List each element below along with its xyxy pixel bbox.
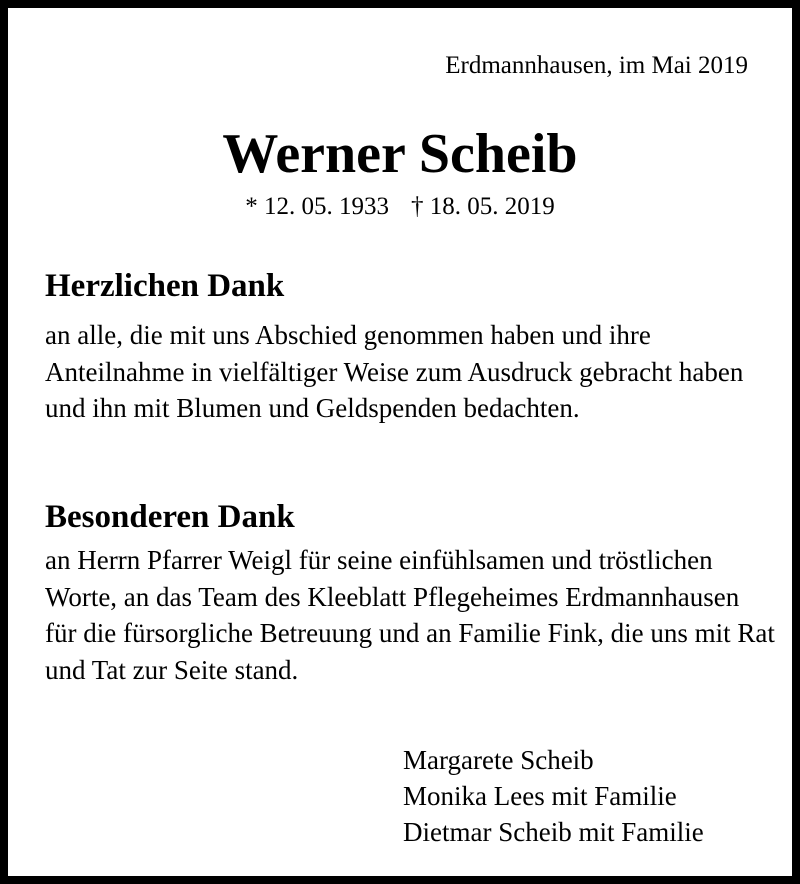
section-text-thanks: an alle, die mit uns Abschied genommen haben und ihre Anteilnahme in vielfältiger Weise zum Ausdruck gebracht haben und ihn mit Blumen und Geldspenden bedachten. xyxy=(45,320,744,423)
section-text-special-thanks: an Herrn Pfarrer Weigl für seine einfühlsamen und tröstlichen Worte, an das Team des Kleeblatt Pflegeheimes Erdmannhausen für die fürsorgliche Betreuung und an Familie Fink, die uns mit Rat und Tat zur Seite stand. xyxy=(45,545,775,685)
signature-line: Monika Lees mit Familie xyxy=(403,781,677,811)
signature-block xyxy=(403,742,704,850)
section-heading-thanks: Herzlichen Dank xyxy=(45,268,285,304)
deceased-name: Werner Scheib xyxy=(222,123,578,185)
place-date: Erdmannhausen, im Mai 2019 xyxy=(445,52,748,79)
signature-line: Dietmar Scheib mit Familie xyxy=(403,817,704,847)
death-date: † 18. 05. 2019 xyxy=(411,193,555,220)
birth-date: * 12. 05. 1933 xyxy=(245,193,389,220)
section-heading-special-thanks: Besonderen Dank xyxy=(45,499,295,535)
signature-line: Margarete Scheib xyxy=(403,745,594,775)
life-dates xyxy=(8,190,792,224)
